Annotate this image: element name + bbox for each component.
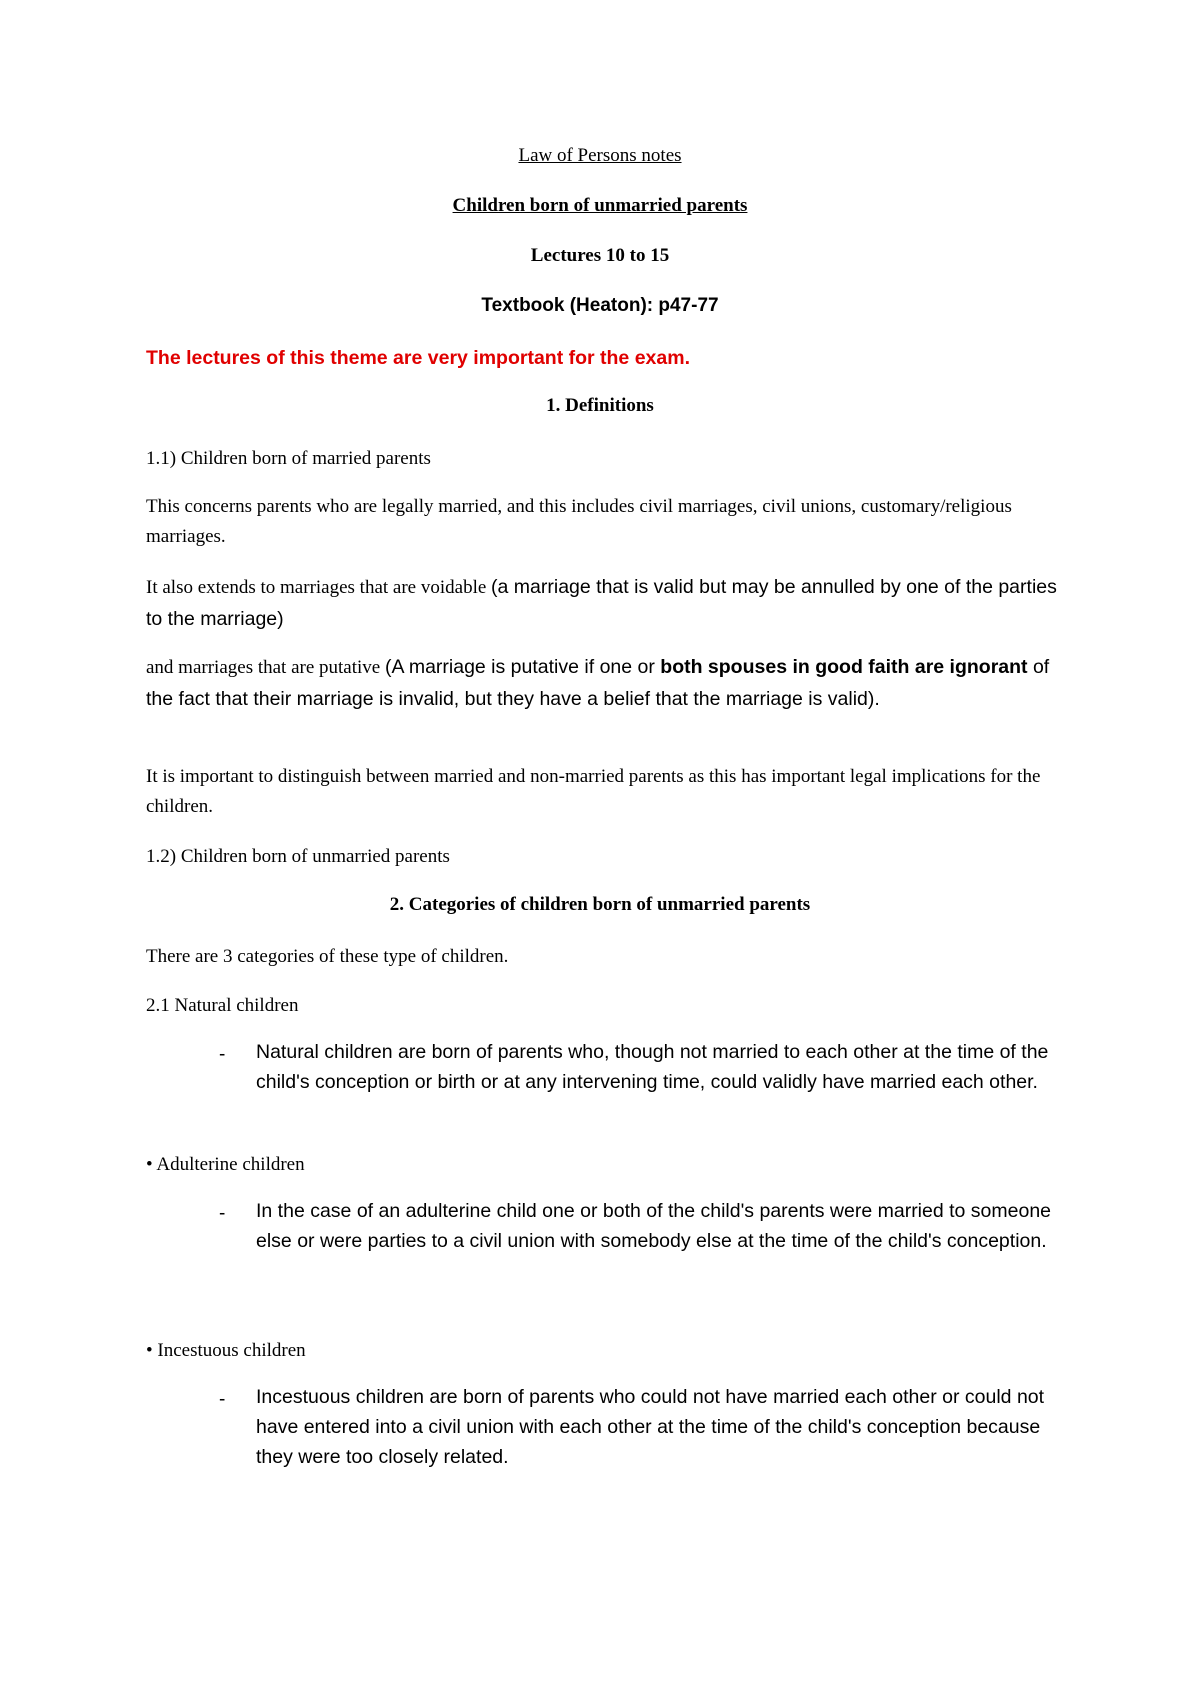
voidable-definition: (a marriage that is valid but may be annulled by one of the parties to the marriage) (146, 576, 1057, 630)
document-title: Law of Persons notes (518, 145, 682, 166)
lectures-range: Lectures 10 to 15 (530, 245, 670, 266)
voidable-lead: It also extends to marriages that are voidable (146, 577, 492, 598)
subsection-1-1-heading: 1.1) Children born of married parents (146, 448, 431, 469)
putative-definition-end: of the fact that their marriage is invalid, but they have a belief that the marriage is valid). (146, 656, 1050, 710)
putative-definition-start: (A marriage is putative if one or (384, 656, 661, 678)
distinction-paragraph: It is important to distinguish between married and non-married parents as this has important legal implications for the children. (146, 766, 1041, 817)
adulterine-children-dash: - (219, 1203, 226, 1224)
incestuous-children-heading: • Incestuous children (146, 1340, 306, 1361)
putative-paragraph (146, 652, 1066, 716)
putative-definition-bold: both spouses in good faith are ignorant (660, 656, 1028, 678)
exam-notice: The lectures of this theme are very important for the exam. (146, 347, 690, 369)
categories-intro: There are 3 categories of these type of children. (146, 946, 509, 967)
section-2-heading: 2. Categories of children born of unmarried parents (389, 894, 811, 915)
subsection-1-2-heading: 1.2) Children born of unmarried parents (146, 846, 450, 867)
putative-lead: and marriages that are putative (146, 657, 385, 678)
section-1-heading: 1. Definitions (546, 395, 654, 416)
incestuous-children-dash: - (219, 1389, 226, 1410)
document-subtitle: Children born of unmarried parents (452, 195, 748, 216)
incestuous-children-definition: Incestuous children are born of parents who could not have married each other or could not have entered into a civil union with each other at the time of the child's conception because they were too closely related. (256, 1386, 1045, 1468)
adulterine-children-heading: • Adulterine children (146, 1154, 305, 1175)
textbook-reference: Textbook (Heaton): p47-77 (481, 295, 719, 316)
adulterine-children-definition: In the case of an adulterine child one or both of the child's parents were married to someone else or were parties to a civil union with somebody else at the time of the child's conception. (256, 1200, 1052, 1252)
married-parents-paragraph: This concerns parents who are legally married, and this includes civil marriages, civil unions, customary/religious marriages. (146, 496, 1012, 547)
natural-children-definition: Natural children are born of parents who, though not married to each other at the time of the child's conception or birth or at any intervening time, could validly have married each other. (256, 1041, 1049, 1093)
voidable-paragraph (146, 572, 1066, 636)
natural-children-heading: 2.1 Natural children (146, 995, 299, 1016)
natural-children-dash: - (219, 1044, 226, 1065)
